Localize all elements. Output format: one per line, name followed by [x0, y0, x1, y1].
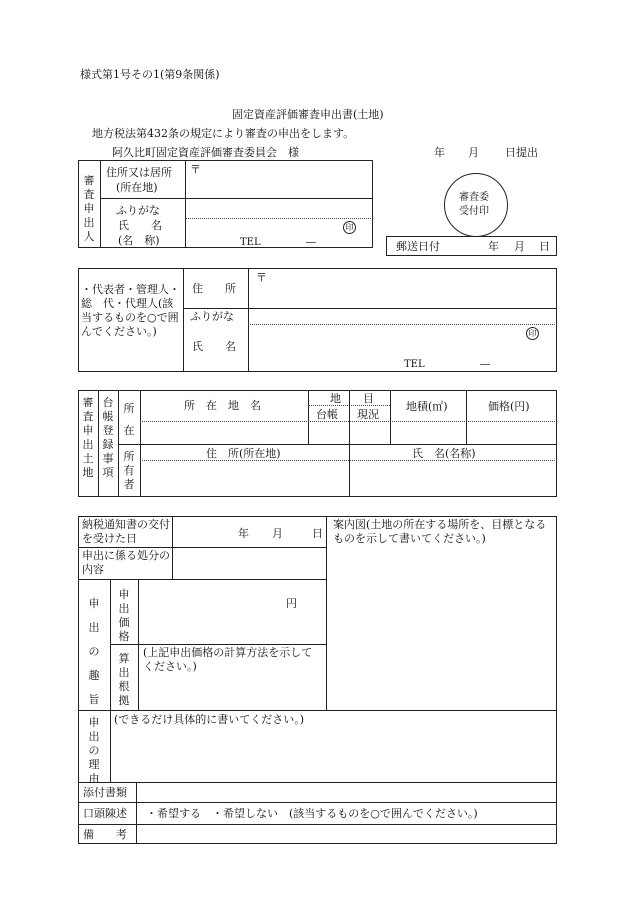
form-number: 様式第1号その1(第9条関係) [80, 68, 220, 81]
applicant-section-label: 審査申出人 [83, 174, 95, 243]
reception-stamp-text-2: 受付印 [459, 206, 489, 217]
rep-furigana-label: ふりがな [190, 310, 234, 323]
oral-label: 口頭陳述 [83, 807, 127, 820]
reason-note: (できるだけ具体的に書いてください。) [114, 713, 305, 726]
mail-month-label: 月 [514, 240, 525, 253]
owner-address-field[interactable] [142, 464, 346, 494]
remarks-field[interactable] [140, 826, 554, 842]
map-field[interactable] [330, 552, 554, 706]
applicant-furigana-field[interactable] [190, 202, 368, 216]
rep-address-label: 住 所 [192, 282, 236, 295]
oral-options[interactable]: ・希望する ・希望しない (該当するものを○で囲んでください。) [146, 807, 478, 820]
notice-day-label: 日 [312, 527, 323, 540]
submit-year-label: 年 [434, 146, 445, 159]
notice-year-label: 年 [238, 527, 249, 540]
offer-price-label: 申出価格 [118, 588, 130, 643]
land-area-field[interactable] [392, 424, 464, 442]
area-label: 地積(㎡) [406, 400, 448, 413]
genkyo-label: 現況 [357, 408, 379, 421]
rep-name-label: 氏 名 [192, 340, 236, 353]
daicho-label: 台帳 [316, 408, 338, 421]
address-label: 住所又は居所 [106, 166, 172, 179]
intro-text: 地方税法第432条の規定により審査の申出をします。 [92, 127, 355, 140]
reason-label: 申出の理由 [88, 716, 100, 785]
submit-month-label: 月 [468, 146, 479, 159]
representative-role-text: ・代表者・管理人・総 代・代理人(該当するものを○で囲んでください。) [81, 283, 180, 338]
addressee: 阿久比町固定資産評価審査委員会 様 [112, 146, 299, 159]
applicant-seal-mark: 印 [343, 221, 356, 234]
owner-label: 所有者 [123, 450, 135, 491]
attachments-label: 添付書類 [83, 786, 127, 799]
ledger-label-col1: 審査申出土地 [82, 396, 94, 479]
offer-price-field[interactable] [144, 588, 280, 628]
land-location-field[interactable] [142, 424, 306, 442]
ledger-label-col2: 台帳登録事項 [102, 396, 114, 479]
mail-date-label: 郵送日付 [396, 240, 440, 253]
price-label: 価格(円) [488, 400, 530, 413]
basis-note: (上記申出価格の計算方法を示してください。) [143, 646, 313, 673]
reason-field[interactable] [114, 730, 554, 780]
attachments-field[interactable] [140, 784, 554, 800]
submit-day-label: 日提出 [505, 146, 538, 159]
rep-name-field[interactable] [256, 332, 506, 346]
applicant-name-field[interactable] [190, 220, 330, 234]
applicant-address-field[interactable] [194, 180, 364, 194]
name-sub-label: (名 称) [118, 234, 160, 247]
notice-month-label: 月 [272, 527, 283, 540]
owner-name-label: 氏 名(名称) [412, 447, 476, 460]
name-label: 氏 名 [118, 219, 162, 232]
location-header: 所 在 地 名 [184, 399, 261, 412]
rep-postal-mark: 〒 [256, 271, 267, 284]
remarks-label: 備 考 [83, 828, 127, 841]
basis-label: 算出根拠 [118, 652, 130, 707]
map-note: 案内図(土地の所在する場所を、目標となるものを示して書いてください。) [333, 518, 547, 545]
applicant-tel-dash: ― [306, 237, 316, 248]
notice-date-label: 納税通知書の交付を受けた日 [82, 518, 170, 545]
rep-tel-label: TEL [404, 359, 425, 370]
furigana-label: ふりがな [116, 204, 160, 217]
land-price-field[interactable] [468, 424, 554, 442]
yen-label: 円 [286, 597, 297, 610]
disposition-field[interactable] [176, 551, 322, 575]
location-label: 所在 [123, 402, 135, 437]
purpose-label: 申出の趣旨 [88, 597, 100, 706]
form-title: 固定資産評価審査申出書(土地) [232, 108, 384, 121]
rep-furigana-field[interactable] [256, 309, 536, 323]
rep-address-field[interactable] [262, 286, 542, 300]
disposition-label: 申出に係る処分の内容 [82, 549, 170, 576]
owner-address-label: 住 所(所在地) [206, 447, 281, 460]
owner-name-field[interactable] [352, 464, 554, 494]
rep-seal-mark: 印 [526, 327, 539, 340]
applicant-tel-label: TEL [240, 237, 261, 248]
reception-stamp-text-1: 審査委 [459, 192, 489, 203]
rep-tel-dash: ― [480, 359, 490, 370]
mail-day-label: 日 [539, 240, 550, 253]
mail-year-label: 年 [488, 240, 499, 253]
chimoku-label: 地 目 [330, 392, 374, 405]
address-sub-label: (所在地) [116, 181, 158, 194]
postal-mark: 〒 [190, 163, 201, 176]
basis-field[interactable] [142, 676, 322, 706]
